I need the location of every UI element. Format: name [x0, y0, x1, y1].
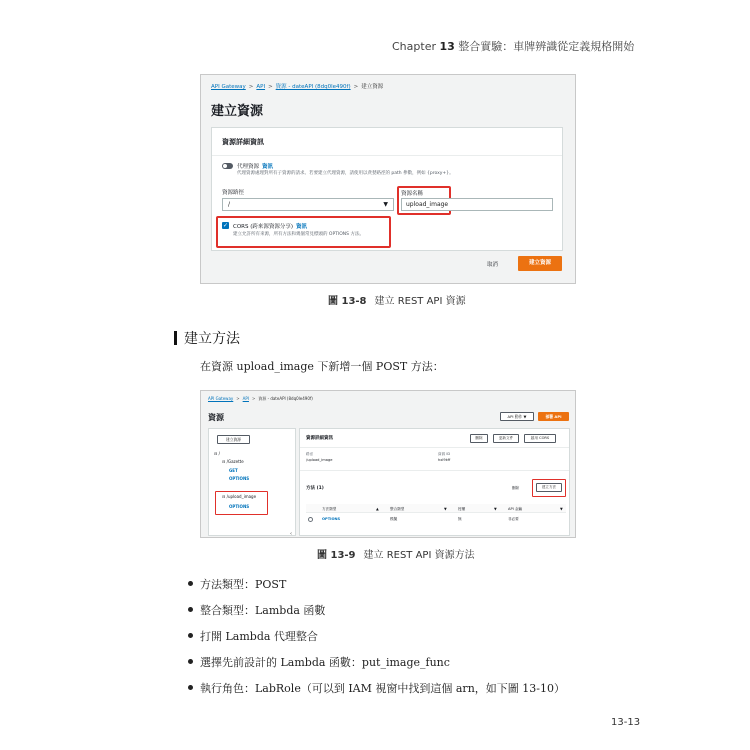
breadcrumb-resources[interactable]: 資源 - dateAPI (8dq0le490f) [275, 84, 351, 90]
list-item [188, 602, 325, 618]
expand-icon: ⊟ [214, 451, 219, 456]
sort-icon[interactable]: ▲ [376, 507, 379, 511]
column-api-key: API 金鑰 [508, 507, 523, 511]
cancel-button[interactable]: 取消 [487, 262, 499, 268]
proxy-resource-label [237, 162, 273, 170]
filter-icon[interactable]: ▼ [560, 507, 563, 511]
page-title: 資源 [208, 413, 224, 422]
divider [212, 155, 562, 156]
chevron-right-icon: > [248, 84, 254, 90]
deploy-api-button[interactable]: 部署 API [538, 412, 569, 421]
resource-id-key: 資源 ID [438, 452, 451, 456]
resource-tree-panel [208, 428, 296, 536]
chapter-title: 整合實驗：車牌辨識從定義規格開始 [458, 40, 635, 53]
enable-cors-button[interactable]: 啟用 CORS [524, 434, 556, 443]
chevron-right-icon: > [353, 84, 359, 90]
figure-create-resource [200, 74, 576, 284]
breadcrumb-api[interactable]: API [242, 396, 249, 401]
running-header [392, 38, 634, 54]
list-item-text: 執行角色：LabRole（可以到 IAM 視窗中找到這個 arn，如下圖 13-10） [200, 682, 565, 695]
tree-method-options[interactable]: OPTIONS [229, 476, 250, 481]
table-cell-authorization: 無 [458, 517, 462, 521]
breadcrumb-current: 建立資源 [361, 84, 384, 90]
page-title: 建立資源 [211, 104, 264, 119]
proxy-label-text: 代理資源 [237, 164, 260, 170]
figure-number: 圖 13-8 [328, 296, 367, 307]
chevron-right-icon: > [236, 396, 240, 401]
breadcrumb [208, 396, 313, 402]
section-heading: 建立方法 [184, 331, 240, 347]
delete-button[interactable]: 刪除 [470, 434, 488, 443]
list-item-text: 方法類型：POST [200, 578, 287, 591]
resource-path-select[interactable] [222, 198, 394, 211]
divider [300, 447, 569, 448]
figure-resource-methods [200, 390, 576, 538]
resource-path-label: 資源路徑 [222, 190, 245, 196]
list-item [188, 576, 286, 592]
cors-checkbox[interactable]: ✓ [222, 222, 229, 229]
chapter-word: Chapter [392, 40, 436, 53]
divider [300, 470, 569, 471]
cors-label-text: CORS (跨來源資源分享) [233, 224, 294, 230]
card-title: 資源詳細資訊 [222, 138, 264, 146]
list-item [188, 680, 565, 696]
chapter-number: 13 [439, 40, 455, 53]
chevron-right-icon: > [251, 396, 256, 401]
methods-title: 方法 (1) [306, 486, 324, 491]
tree-item-gazette[interactable] [222, 459, 244, 464]
chevron-right-icon: > [268, 84, 273, 90]
resource-path-value: / [228, 201, 231, 208]
list-item-text: 打開 Lambda 代理整合 [200, 630, 318, 643]
bullet-icon [188, 581, 193, 586]
resource-name-label: 資源名稱 [401, 191, 424, 197]
table-cell-method[interactable]: OPTIONS [322, 517, 341, 521]
tree-gazette-label: /Gazette [226, 459, 244, 464]
bullet-icon [188, 633, 193, 638]
bullet-icon [188, 607, 193, 612]
create-resource-button[interactable]: 建立資源 [518, 256, 562, 271]
figure-number: 圖 13-9 [317, 550, 356, 561]
proxy-resource-toggle[interactable] [222, 163, 233, 169]
methods-delete-button[interactable]: 刪除 [512, 486, 520, 490]
figure-caption [328, 292, 466, 307]
collapse-icon[interactable]: ‹ [290, 531, 292, 537]
list-item-text: 選擇先前設計的 Lambda 函數：put_image_func [200, 656, 450, 669]
page-number: 13-13 [611, 717, 641, 728]
methods-table-header [306, 504, 566, 513]
expand-icon: ⊟ [222, 494, 227, 499]
bullet-icon [188, 659, 193, 664]
api-actions-button[interactable]: API 動作 ▼ [500, 412, 534, 421]
list-item [188, 654, 450, 670]
figure-caption [317, 546, 475, 561]
tree-item-upload-image[interactable] [222, 494, 256, 499]
filter-icon[interactable]: ▼ [444, 507, 447, 511]
cors-label [233, 222, 307, 230]
breadcrumb-api-gateway[interactable]: API Gateway [211, 84, 246, 90]
tree-upload-label: /upload_image [226, 494, 257, 499]
table-cell-integration: 模擬 [390, 517, 398, 521]
proxy-description: 代理資源處理對所有子資源的請求。若要建立代理資源，請使用以貪婪路徑的 path 參數，例如 {proxy+}。 [237, 171, 454, 176]
list-item-text: 整合類型：Lambda 函數 [200, 604, 326, 617]
figure-caption-text: 建立 REST API 資源方法 [363, 550, 475, 561]
list-item [188, 628, 318, 644]
info-link[interactable]: 資訊 [262, 164, 274, 170]
path-key: 路徑 [306, 452, 314, 456]
breadcrumb-current: 資源 - dateAPI (8dq0le490f) [258, 396, 313, 401]
table-cell-api-key: 非必要 [508, 517, 519, 521]
create-resource-button[interactable]: 建立資源 [217, 435, 250, 444]
row-radio-button[interactable] [308, 517, 313, 522]
resource-details-card [211, 127, 563, 251]
create-method-button[interactable]: 建立方法 [536, 483, 562, 492]
column-integration-type: 整合類型 [390, 507, 405, 511]
cors-description: 建立允許所有來源，所有方法和幾個常見標頭的 OPTIONS 方法。 [233, 232, 364, 237]
expand-icon: ⊟ [222, 459, 227, 464]
breadcrumb-api-gateway[interactable]: API Gateway [208, 396, 234, 401]
filter-icon[interactable]: ▼ [494, 507, 497, 511]
tree-item-root[interactable] [214, 451, 220, 456]
section-marker [174, 331, 177, 345]
tree-method-get[interactable]: GET [229, 468, 238, 473]
update-documentation-button[interactable]: 更新文件 [493, 434, 519, 443]
tree-root-label: / [218, 451, 220, 456]
resource-id-value: hxl9kff [438, 458, 451, 462]
breadcrumb-api[interactable]: API [256, 84, 266, 90]
caret-down-icon: ▼ [383, 201, 388, 208]
cors-info-link[interactable]: 資訊 [296, 224, 308, 230]
resource-name-input[interactable]: upload_image [401, 198, 553, 211]
column-authorization: 授權 [458, 507, 466, 511]
detail-title: 資源詳細資訊 [306, 436, 333, 441]
path-value: /upload_image [306, 458, 333, 462]
figure-caption-text: 建立 REST API 資源 [374, 296, 466, 307]
bullet-icon [188, 685, 193, 690]
intro-paragraph: 在資源 upload_image 下新增一個 POST 方法： [200, 360, 444, 373]
column-method-type: 方法類型 [322, 507, 337, 511]
tree-method-options[interactable]: OPTIONS [229, 504, 250, 509]
breadcrumb [211, 82, 383, 90]
resource-details-panel [299, 428, 570, 536]
